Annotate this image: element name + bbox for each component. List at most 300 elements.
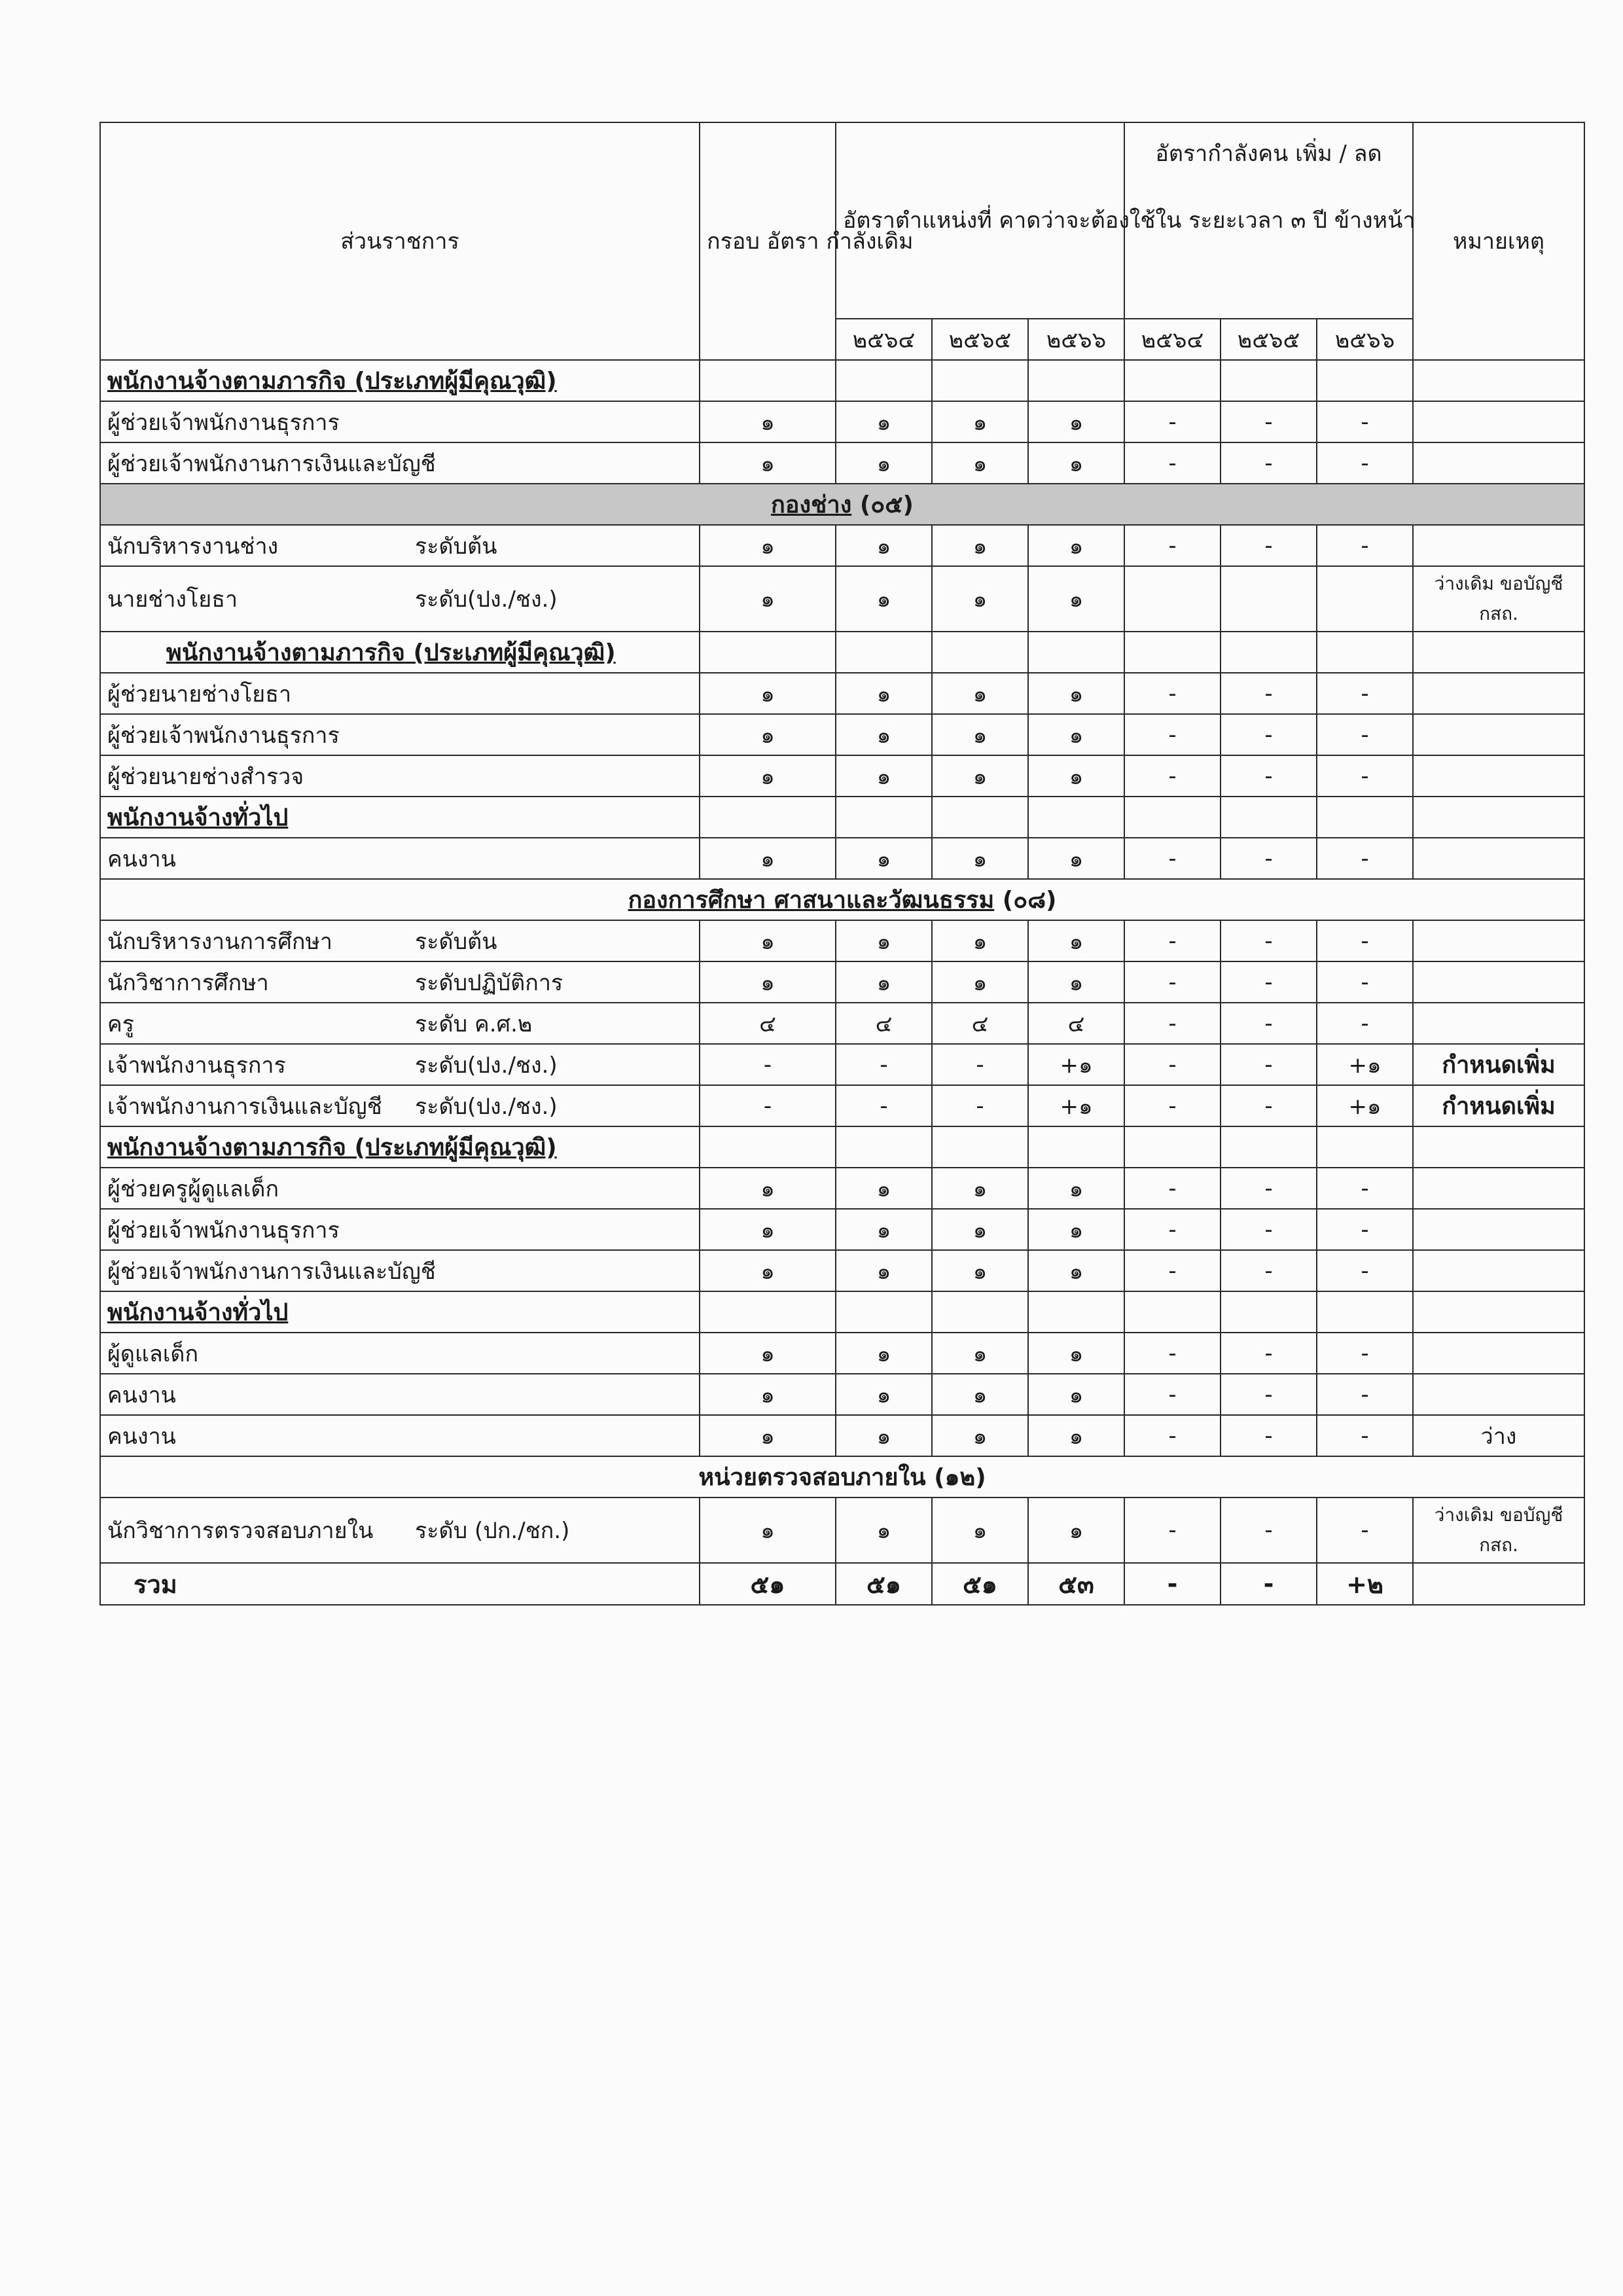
table-row — [100, 1044, 1584, 1085]
table-row — [100, 1333, 1584, 1374]
value-cell: ๑ — [1028, 1209, 1124, 1250]
position-cell — [100, 714, 700, 755]
value-cell: ๑ — [1028, 1374, 1124, 1415]
value-cell: ๑ — [700, 566, 836, 632]
value-cell: - — [1221, 1003, 1317, 1044]
section-title: หน่วยตรวจสอบภายใน — [698, 1464, 926, 1491]
empty-cell — [700, 797, 836, 838]
value-cell: - — [1124, 1168, 1221, 1209]
empty-cell — [932, 632, 1028, 673]
position-cell — [100, 442, 700, 484]
table-row — [100, 1003, 1584, 1044]
section-code: (๐๕) — [859, 492, 914, 518]
remark-cell — [1413, 1003, 1584, 1044]
value-cell: ๑ — [1028, 1333, 1124, 1374]
table-row — [100, 673, 1584, 714]
value-cell: - — [1317, 525, 1413, 566]
empty-cell — [1221, 1126, 1317, 1168]
header-row — [100, 122, 1584, 319]
header-year: ๒๕๖๔ — [836, 319, 932, 360]
value-cell: ๑ — [700, 755, 836, 797]
value-cell: ๑ — [1028, 1415, 1124, 1456]
value-cell: - — [1221, 961, 1317, 1003]
value-cell: - — [1317, 755, 1413, 797]
value-cell: - — [1317, 442, 1413, 484]
position-cell — [100, 1333, 700, 1374]
header-year: ๒๕๖๔ — [1124, 319, 1221, 360]
value-cell: - — [1221, 525, 1317, 566]
value-cell: - — [1124, 838, 1221, 879]
table-row — [100, 755, 1584, 797]
value-cell: ๑ — [1028, 1168, 1124, 1209]
section-code: (๐๘) — [1002, 887, 1057, 914]
group-heading-row — [100, 632, 1584, 673]
remark-cell — [1413, 1563, 1584, 1605]
table-row — [100, 961, 1584, 1003]
value-cell: ๑ — [932, 1333, 1028, 1374]
group-heading-row — [100, 1126, 1584, 1168]
value-cell: - — [1317, 1333, 1413, 1374]
position-name: ผู้ช่วยเจ้าพนักงานธุรการ — [107, 722, 340, 749]
value-cell: ๑ — [700, 401, 836, 442]
section-heading — [100, 879, 1584, 920]
position-name: คนงาน — [107, 1382, 176, 1408]
value-cell: - — [1317, 838, 1413, 879]
value-cell: - — [1221, 1374, 1317, 1415]
total-value: ๕๑ — [700, 1563, 836, 1605]
empty-cell — [1413, 632, 1584, 673]
position-name: ผู้ช่วยเจ้าพนักงานการเงินและบัญชี — [107, 450, 436, 477]
total-value: - — [1124, 1563, 1221, 1605]
value-cell: ๑ — [932, 1374, 1028, 1415]
value-cell: ๑ — [932, 1209, 1028, 1250]
empty-cell — [1413, 797, 1584, 838]
section-heading-row — [100, 1456, 1584, 1498]
group-title: พนักงานจ้างตามภารกิจ (ประเภทผู้มีคุณวุฒิ) — [100, 632, 700, 673]
position-cell — [100, 1085, 700, 1126]
header-remark: หมายเหตุ — [1413, 122, 1584, 360]
value-cell: - — [1124, 401, 1221, 442]
value-cell: - — [1221, 1209, 1317, 1250]
header-year: ๒๕๖๖ — [1028, 319, 1124, 360]
section-title: กองช่าง — [771, 492, 852, 518]
value-cell: - — [1221, 1415, 1317, 1456]
table-row — [100, 525, 1584, 566]
remark-cell — [1413, 755, 1584, 797]
value-cell: - — [1317, 1209, 1413, 1250]
total-label: รวม — [100, 1563, 700, 1605]
value-cell: ๑ — [1028, 755, 1124, 797]
value-cell: ๑ — [700, 1333, 836, 1374]
value-cell: - — [1124, 1250, 1221, 1291]
position-cell — [100, 1044, 700, 1085]
value-cell: ๑ — [932, 673, 1028, 714]
empty-cell — [932, 1291, 1028, 1333]
value-cell: ๑ — [836, 566, 932, 632]
value-cell: ๑ — [1028, 566, 1124, 632]
manpower-table — [99, 122, 1585, 1605]
value-cell: - — [1317, 401, 1413, 442]
position-cell — [100, 1250, 700, 1291]
value-cell: ๑ — [836, 442, 932, 484]
position-name: ผู้ช่วยนายช่างสำรวจ — [107, 763, 304, 790]
position-cell — [100, 920, 700, 961]
empty-cell — [1317, 797, 1413, 838]
total-value: ๕๓ — [1028, 1563, 1124, 1605]
value-cell: ๑ — [836, 755, 932, 797]
position-name: ผู้ช่วยครูผู้ดูแลเด็ก — [107, 1175, 279, 1202]
position-name: ผู้ช่วยเจ้าพนักงานการเงินและบัญชี — [107, 1258, 436, 1285]
position-level: ระดับปฏิบัติการ — [415, 969, 563, 996]
value-cell: - — [1221, 1085, 1317, 1126]
value-cell: - — [836, 1085, 932, 1126]
empty-cell — [1124, 632, 1221, 673]
section-code: (๑๒) — [934, 1464, 986, 1491]
value-cell: ๑ — [932, 525, 1028, 566]
empty-cell — [1124, 797, 1221, 838]
position-level: ระดับต้น — [415, 928, 497, 955]
value-cell: ๔ — [932, 1003, 1028, 1044]
value-cell: ๑ — [1028, 961, 1124, 1003]
position-cell — [100, 1415, 700, 1456]
empty-cell — [932, 1126, 1028, 1168]
value-cell: ๑ — [932, 1415, 1028, 1456]
value-cell: - — [1221, 920, 1317, 961]
table-row — [100, 1498, 1584, 1563]
empty-cell — [700, 632, 836, 673]
value-cell: ๑ — [836, 525, 932, 566]
group-title: พนักงานจ้างตามภารกิจ (ประเภทผู้มีคุณวุฒิ) — [100, 1126, 700, 1168]
position-level: ระดับ(ปง./ชง.) — [415, 1093, 558, 1120]
value-cell: - — [1124, 1374, 1221, 1415]
value-cell: - — [1317, 1374, 1413, 1415]
remark-cell — [1413, 961, 1584, 1003]
value-cell: ๔ — [1028, 1003, 1124, 1044]
value-cell: - — [1221, 714, 1317, 755]
position-cell — [100, 566, 700, 632]
value-cell: ๑ — [700, 1498, 836, 1563]
value-cell: - — [1124, 442, 1221, 484]
position-name: เจ้าพนักงานการเงินและบัญชี — [107, 1093, 382, 1120]
position-name: นักบริหารงานช่าง — [107, 533, 279, 560]
table-row — [100, 1209, 1584, 1250]
value-cell: ๑ — [836, 838, 932, 879]
table-row — [100, 1374, 1584, 1415]
value-cell — [1124, 566, 1221, 632]
total-value: - — [1221, 1563, 1317, 1605]
empty-cell — [1221, 632, 1317, 673]
value-cell: - — [1124, 1415, 1221, 1456]
value-cell: - — [1317, 714, 1413, 755]
group-heading-row — [100, 1291, 1584, 1333]
empty-cell — [700, 360, 836, 401]
remark-cell — [1413, 1374, 1584, 1415]
value-cell: - — [1317, 1003, 1413, 1044]
header-current-frame: กรอบ อัตรา กำลังเดิม — [700, 122, 836, 360]
empty-cell — [1124, 1126, 1221, 1168]
position-cell — [100, 838, 700, 879]
value-cell: ๑ — [700, 1250, 836, 1291]
value-cell: - — [1124, 1044, 1221, 1085]
remark-cell — [1413, 714, 1584, 755]
remark-cell — [1413, 525, 1584, 566]
value-cell: ๑ — [836, 920, 932, 961]
value-cell: ๑ — [932, 838, 1028, 879]
remark-cell — [1413, 838, 1584, 879]
remark-cell: ว่างเดิม ขอบัญชีกสถ. — [1413, 1498, 1584, 1563]
position-level: ระดับ ค.ศ.๒ — [415, 1011, 533, 1037]
value-cell: - — [1221, 673, 1317, 714]
table-row — [100, 401, 1584, 442]
value-cell: - — [700, 1085, 836, 1126]
table-row — [100, 838, 1584, 879]
empty-cell — [1413, 360, 1584, 401]
value-cell: - — [1221, 401, 1317, 442]
value-cell: ๑ — [932, 961, 1028, 1003]
section-heading-row — [100, 879, 1584, 920]
value-cell: ๑ — [1028, 525, 1124, 566]
value-cell: - — [1221, 1168, 1317, 1209]
value-cell: - — [1317, 673, 1413, 714]
value-cell: - — [1221, 755, 1317, 797]
position-name: นายช่างโยธา — [107, 586, 238, 613]
value-cell: - — [932, 1044, 1028, 1085]
position-name: นักวิชาการตรวจสอบภายใน — [107, 1518, 374, 1544]
value-cell: ๑ — [700, 1374, 836, 1415]
empty-cell — [700, 1291, 836, 1333]
value-cell: ๔ — [836, 1003, 932, 1044]
empty-cell — [836, 1291, 932, 1333]
value-cell: - — [1124, 1333, 1221, 1374]
value-cell: ๑ — [836, 1209, 932, 1250]
table-body — [100, 360, 1584, 1605]
value-cell — [1317, 566, 1413, 632]
empty-cell — [1221, 360, 1317, 401]
position-name: ผู้ช่วยเจ้าพนักงานธุรการ — [107, 1217, 340, 1244]
value-cell: - — [700, 1044, 836, 1085]
empty-cell — [1028, 797, 1124, 838]
value-cell: - — [1317, 1415, 1413, 1456]
value-cell: - — [1317, 1168, 1413, 1209]
header-year: ๒๕๖๕ — [1221, 319, 1317, 360]
remark-cell — [1413, 442, 1584, 484]
value-cell: ๑ — [932, 442, 1028, 484]
value-cell: - — [1124, 961, 1221, 1003]
remark-cell: ว่างเดิม ขอบัญชีกสถ. — [1413, 566, 1584, 632]
value-cell: - — [1124, 673, 1221, 714]
position-cell — [100, 1498, 700, 1563]
value-cell: ๑ — [836, 1498, 932, 1563]
section-title: กองการศึกษา ศาสนาและวัฒนธรรม — [628, 887, 995, 914]
value-cell: ๑ — [932, 566, 1028, 632]
value-cell: ๑ — [836, 1415, 932, 1456]
empty-cell — [700, 1126, 836, 1168]
value-cell: ๑ — [932, 920, 1028, 961]
value-cell: ๑ — [836, 1333, 932, 1374]
value-cell: ๑ — [700, 961, 836, 1003]
value-cell: - — [1221, 1250, 1317, 1291]
empty-cell — [1028, 360, 1124, 401]
empty-cell — [1028, 1291, 1124, 1333]
empty-cell — [836, 797, 932, 838]
remark-cell — [1413, 1333, 1584, 1374]
value-cell: ๑ — [932, 401, 1028, 442]
empty-cell — [1028, 1126, 1124, 1168]
value-cell: - — [1317, 961, 1413, 1003]
value-cell: - — [1221, 838, 1317, 879]
empty-cell — [1221, 1291, 1317, 1333]
value-cell: ๑ — [1028, 442, 1124, 484]
total-value: +๒ — [1317, 1563, 1413, 1605]
position-name: นักวิชาการศึกษา — [107, 969, 269, 996]
section-heading-row — [100, 484, 1584, 525]
value-cell: ๑ — [932, 1168, 1028, 1209]
position-cell — [100, 1003, 700, 1044]
position-cell — [100, 401, 700, 442]
position-name: คนงาน — [107, 846, 176, 872]
value-cell: ๔ — [700, 1003, 836, 1044]
value-cell: ๑ — [1028, 714, 1124, 755]
remark-cell — [1413, 401, 1584, 442]
position-level: ระดับต้น — [415, 533, 497, 560]
value-cell: ๑ — [836, 1250, 932, 1291]
remark-cell — [1413, 920, 1584, 961]
value-cell: ๑ — [836, 714, 932, 755]
table-row — [100, 442, 1584, 484]
group-title: พนักงานจ้างทั่วไป — [100, 1291, 700, 1333]
value-cell: ๑ — [836, 401, 932, 442]
group-heading-row — [100, 797, 1584, 838]
value-cell: - — [1124, 755, 1221, 797]
group-title: พนักงานจ้างตามภารกิจ (ประเภทผู้มีคุณวุฒิ) — [100, 360, 700, 401]
position-cell — [100, 961, 700, 1003]
value-cell: ๑ — [1028, 838, 1124, 879]
value-cell: ๑ — [1028, 1498, 1124, 1563]
header-year: ๒๕๖๖ — [1317, 319, 1413, 360]
table-row — [100, 1085, 1584, 1126]
value-cell: +๑ — [1317, 1044, 1413, 1085]
value-cell: - — [1221, 1044, 1317, 1085]
value-cell: ๑ — [700, 920, 836, 961]
table-row — [100, 714, 1584, 755]
table-row — [100, 920, 1584, 961]
value-cell: - — [1221, 1333, 1317, 1374]
value-cell: ๑ — [932, 1250, 1028, 1291]
value-cell: +๑ — [1317, 1085, 1413, 1126]
empty-cell — [1413, 1126, 1584, 1168]
value-cell: ๑ — [1028, 401, 1124, 442]
value-cell: - — [1317, 920, 1413, 961]
empty-cell — [1317, 632, 1413, 673]
position-cell — [100, 1168, 700, 1209]
value-cell: - — [1124, 920, 1221, 961]
value-cell — [1221, 566, 1317, 632]
position-cell — [100, 525, 700, 566]
group-title: พนักงานจ้างทั่วไป — [100, 797, 700, 838]
section-heading — [100, 484, 1584, 525]
value-cell: ๑ — [836, 961, 932, 1003]
remark-cell: ว่าง — [1413, 1415, 1584, 1456]
position-name: นักบริหารงานการศึกษา — [107, 928, 332, 955]
position-name: เจ้าพนักงานธุรการ — [107, 1052, 286, 1079]
position-level: ระดับ(ปง./ชง.) — [415, 1052, 558, 1079]
value-cell: ๑ — [1028, 1250, 1124, 1291]
empty-cell — [1124, 360, 1221, 401]
empty-cell — [1317, 360, 1413, 401]
value-cell: +๑ — [1028, 1085, 1124, 1126]
remark-cell — [1413, 1209, 1584, 1250]
value-cell: ๑ — [700, 1168, 836, 1209]
value-cell: ๑ — [1028, 673, 1124, 714]
header-year: ๒๕๖๕ — [932, 319, 1028, 360]
value-cell: - — [1124, 1085, 1221, 1126]
value-cell: ๑ — [700, 1209, 836, 1250]
position-name: ครู — [107, 1011, 135, 1037]
empty-cell — [836, 360, 932, 401]
header-change: อัตรากำลังคน เพิ่ม / ลด — [1124, 122, 1413, 319]
table-row — [100, 566, 1584, 632]
value-cell: ๑ — [700, 1415, 836, 1456]
value-cell: ๑ — [932, 714, 1028, 755]
value-cell: ๑ — [700, 838, 836, 879]
position-cell — [100, 1209, 700, 1250]
group-heading-row — [100, 360, 1584, 401]
empty-cell — [1124, 1291, 1221, 1333]
header-expected: อัตราตำแหน่งที่ คาดว่าจะต้องใช้ใน ระยะเวลา ๓ ปี ข้างหน้า — [836, 122, 1124, 319]
value-cell: - — [1124, 1003, 1221, 1044]
remark-cell — [1413, 1168, 1584, 1209]
value-cell: ๑ — [1028, 920, 1124, 961]
empty-cell — [1317, 1291, 1413, 1333]
position-name: ผู้ช่วยเจ้าพนักงานธุรการ — [107, 409, 340, 436]
empty-cell — [1221, 797, 1317, 838]
empty-cell — [932, 360, 1028, 401]
remark-cell: กำหนดเพิ่ม — [1413, 1044, 1584, 1085]
position-cell — [100, 673, 700, 714]
value-cell: ๑ — [700, 714, 836, 755]
table-row — [100, 1168, 1584, 1209]
value-cell: - — [1124, 525, 1221, 566]
position-cell — [100, 755, 700, 797]
value-cell: - — [1221, 1498, 1317, 1563]
value-cell: +๑ — [1028, 1044, 1124, 1085]
value-cell: - — [1221, 442, 1317, 484]
remark-cell — [1413, 1250, 1584, 1291]
total-value: ๕๑ — [836, 1563, 932, 1605]
position-level: ระดับ (ปก./ชก.) — [415, 1518, 570, 1544]
remark-cell — [1413, 673, 1584, 714]
empty-cell — [836, 1126, 932, 1168]
table-row — [100, 1415, 1584, 1456]
empty-cell — [932, 797, 1028, 838]
value-cell: ๑ — [700, 525, 836, 566]
header-unit: ส่วนราชการ — [100, 122, 700, 360]
position-name: ผู้ช่วยนายช่างโยธา — [107, 681, 292, 708]
value-cell: - — [836, 1044, 932, 1085]
empty-cell — [836, 632, 932, 673]
position-cell — [100, 1374, 700, 1415]
value-cell: - — [1317, 1250, 1413, 1291]
remark-cell: กำหนดเพิ่ม — [1413, 1085, 1584, 1126]
table-row — [100, 1250, 1584, 1291]
value-cell: ๑ — [836, 1374, 932, 1415]
value-cell: ๑ — [932, 755, 1028, 797]
value-cell: - — [1124, 1498, 1221, 1563]
position-level: ระดับ(ปง./ชง.) — [415, 586, 558, 613]
position-name: ผู้ดูแลเด็ก — [107, 1340, 199, 1367]
value-cell: ๑ — [700, 442, 836, 484]
total-value: ๕๑ — [932, 1563, 1028, 1605]
